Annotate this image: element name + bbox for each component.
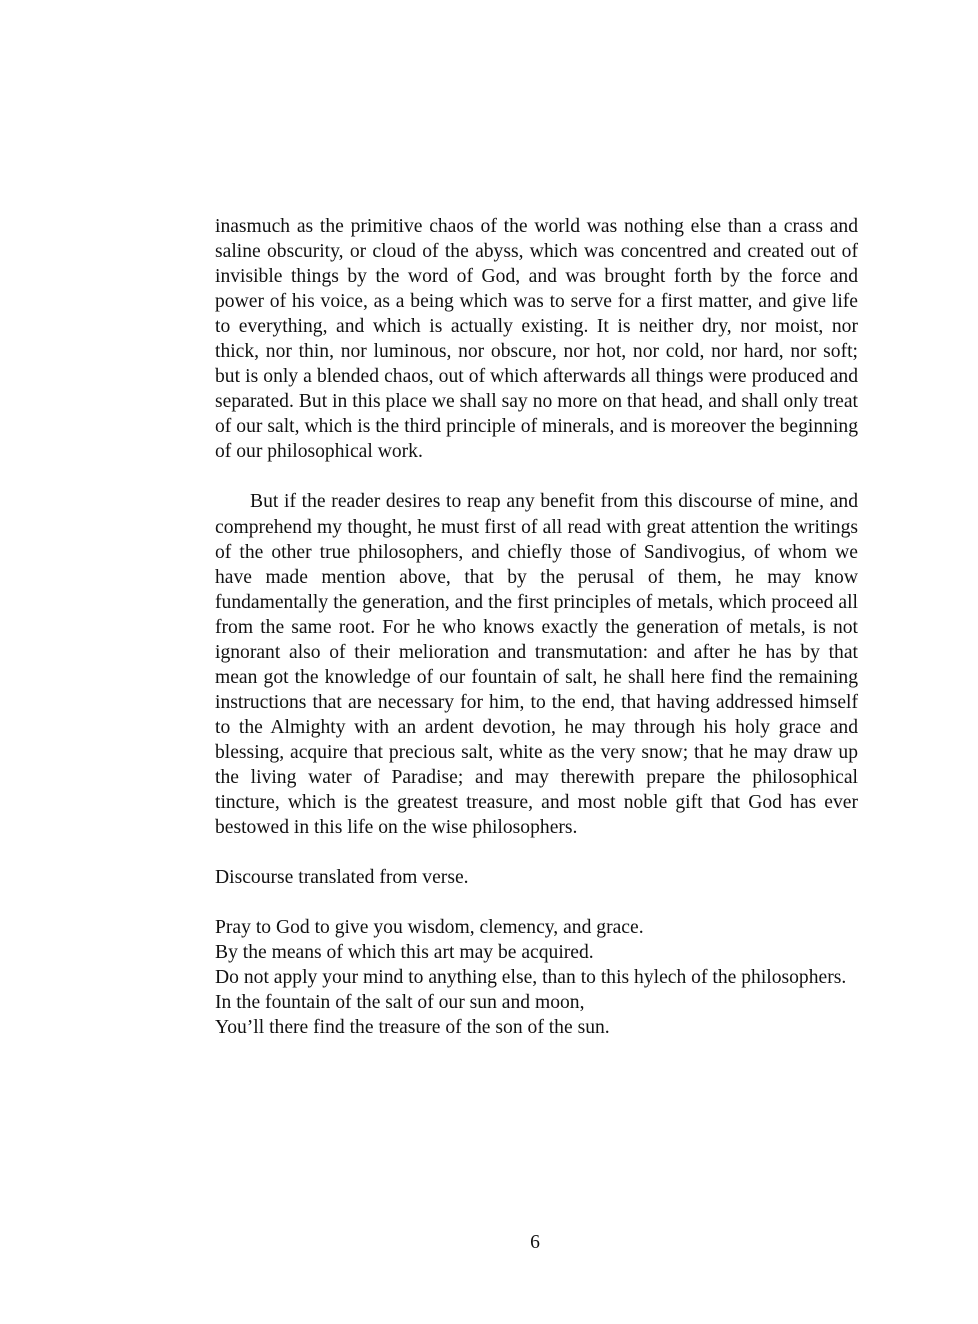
verse-line: You’ll there find the treasure of the son of the sun. (215, 1017, 610, 1039)
verse-line: Pray to God to give you wisdom, clemency, and grace. (215, 917, 644, 939)
verse-block (215, 915, 858, 1040)
verse-line: In the fountain of the salt of our sun and moon, (215, 992, 585, 1014)
section-heading-discourse: Discourse translated from verse. (215, 867, 469, 889)
paragraph-primitive-chaos: inasmuch as the primitive chaos of the world was nothing else than a crass and saline obscurity, or cloud of the abyss, which was concentred and created out of invisible things by the word of God, and was brought forth by the force and power of his voice, as a being which was to serve for a first matter, and give life to everything, and which is actually existing. It is neither dry, nor moist, nor thick, nor thin, nor luminous, nor obscure, nor hot, nor cold, nor hard, nor soft; but is only a blended chaos, out of which afterwards all things were produced and separated. But in this place we shall say no more on that head, and shall only treat of our salt, which is the third principle of minerals, and is moreover the beginning of our philosophical work. (215, 216, 858, 463)
verse-line: By the means of which this art may be acquired. (215, 942, 594, 964)
page-body (215, 214, 858, 1040)
verse-line: Do not apply your mind to anything else, than to this hylech of the philosophers. (215, 967, 847, 989)
page-number: 6 (530, 1232, 540, 1253)
paragraph-reader-benefit: But if the reader desires to reap any benefit from this discourse of mine, and comprehend my thought, he must first of all read with great attention the writings of the other true philosophers, and chiefly those of Sandivogius, of whom we have made mention above, that by the perusal of them, he may know fundamentally the generation, and the first principles of metals, which proceed all from the same root. For he who knows exactly the generation of metals, is not ignorant also of their melioration and transmutation: and after he has by that mean got the knowledge of our fountain of salt, he shall here find the remaining instructions that are necessary for him, to the end, that having addressed himself to the Almighty with an ardent devotion, he may through his holy grace and blessing, acquire that precious salt, white as the very snow; that he may draw up the living water of Paradise; and may therewith prepare the philosophical tincture, which is the greatest treasure, and most noble gift that God has ever bestowed in this life on the wise philosophers. (215, 491, 858, 839)
